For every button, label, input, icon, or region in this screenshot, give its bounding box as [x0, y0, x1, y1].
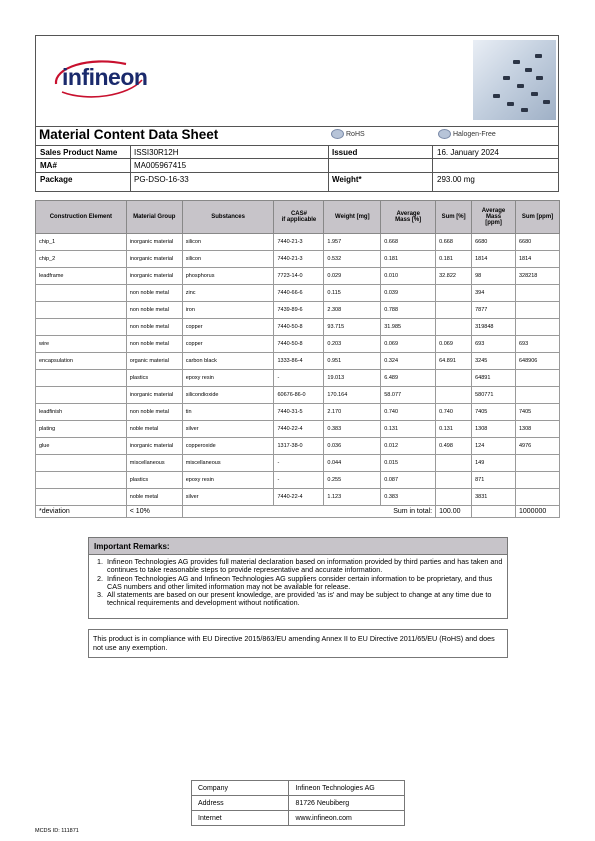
- logo-wordmark: infineon: [62, 64, 148, 90]
- table-cell: 0.069: [436, 336, 472, 353]
- table-cell: 93.715: [324, 319, 381, 336]
- table-cell: non noble metal: [126, 285, 182, 302]
- table-cell: [436, 455, 472, 472]
- remark-item: 3. All statements are based on our present knowledge, are provided 'as is' and may be subject to change at any time due to technical requirements and development without notification.: [105, 591, 507, 608]
- table-cell: 319848: [472, 319, 516, 336]
- table-cell: 7440-21-3: [274, 234, 324, 251]
- product-photo: [473, 40, 556, 120]
- table-cell: 58.077: [381, 387, 436, 404]
- table-row: [36, 421, 560, 438]
- table-cell: miscellaneous: [182, 455, 274, 472]
- table-row: [36, 353, 560, 370]
- table-cell: 64.891: [436, 353, 472, 370]
- table-cell: non noble metal: [126, 302, 182, 319]
- divider: [432, 145, 433, 192]
- table-cell: 0.010: [381, 268, 436, 285]
- table-cell: [36, 455, 127, 472]
- address-label: Address: [192, 796, 289, 811]
- table-cell: 0.087: [381, 472, 436, 489]
- table-cell: inorganic material: [126, 438, 182, 455]
- table-cell: 2.170: [324, 404, 381, 421]
- remark-item: 1. Infineon Technologies AG provides full material declaration based on information provided by third parties and has taken and continues to take reasonable steps to provide representative and accurate information.: [105, 558, 507, 575]
- table-cell: 0.181: [381, 251, 436, 268]
- table-cell: 0.131: [436, 421, 472, 438]
- table-cell: 7877: [472, 302, 516, 319]
- table-row: [36, 472, 560, 489]
- infineon-logo: [48, 58, 148, 102]
- page-title: Material Content Data Sheet: [39, 127, 219, 142]
- table-cell: 0.039: [381, 285, 436, 302]
- info-row-package: Package PG-DSO-16-33 Weight* 293.00 mg: [36, 172, 558, 186]
- table-cell: [516, 370, 560, 387]
- col-header: Average Mass [ppm]: [472, 201, 516, 234]
- table-cell: non noble metal: [126, 319, 182, 336]
- table-row: [36, 489, 560, 506]
- table-cell: 7440-66-6: [274, 285, 324, 302]
- table-cell: 0.036: [324, 438, 381, 455]
- table-header-row: [36, 201, 560, 234]
- table-cell: plating: [36, 421, 127, 438]
- company-table: [191, 780, 405, 826]
- table-cell: silicon: [182, 251, 274, 268]
- table-cell: 0.383: [324, 421, 381, 438]
- table-cell: 6680: [516, 234, 560, 251]
- table-cell: 1814: [472, 251, 516, 268]
- table-cell: glue: [36, 438, 127, 455]
- company-value: Infineon Technologies AG: [289, 781, 405, 796]
- info-row-product: Sales Product Name ISSI30R12H Issued 16. January 2024: [36, 145, 558, 159]
- table-cell: noble metal: [126, 489, 182, 506]
- table-cell: non noble metal: [126, 404, 182, 421]
- table-cell: 328218: [516, 268, 560, 285]
- table-cell: [36, 489, 127, 506]
- table-cell: 0.532: [324, 251, 381, 268]
- material-table: [35, 200, 560, 518]
- table-cell: 3245: [472, 353, 516, 370]
- table-cell: 6.489: [381, 370, 436, 387]
- address-value: 81726 Neubiberg: [289, 796, 405, 811]
- table-row: [36, 268, 560, 285]
- table-cell: carbon black: [182, 353, 274, 370]
- table-cell: [436, 285, 472, 302]
- mcds-id: MCDS ID: 111871: [35, 828, 79, 834]
- table-cell: 0.383: [381, 489, 436, 506]
- table-cell: [436, 387, 472, 404]
- col-header: CAS# if applicable: [274, 201, 324, 234]
- table-cell: [516, 489, 560, 506]
- info-row-ma: MA# MA005967415: [36, 158, 558, 172]
- table-cell: 0.788: [381, 302, 436, 319]
- table-cell: 19.013: [324, 370, 381, 387]
- table-cell: chip_1: [36, 234, 127, 251]
- table-cell: organic material: [126, 353, 182, 370]
- remarks-list: [89, 558, 507, 608]
- table-cell: 693: [472, 336, 516, 353]
- table-cell: 1333-86-4: [274, 353, 324, 370]
- table-cell: 0.498: [436, 438, 472, 455]
- table-cell: 871: [472, 472, 516, 489]
- table-cell: non noble metal: [126, 336, 182, 353]
- table-cell: 6680: [472, 234, 516, 251]
- table-cell: wire: [36, 336, 127, 353]
- table-cell: 0.668: [436, 234, 472, 251]
- table-cell: inorganic material: [126, 268, 182, 285]
- table-cell: silicondioxide: [182, 387, 274, 404]
- table-cell: phosphorus: [182, 268, 274, 285]
- sum-label: Sum in total:: [182, 506, 435, 518]
- table-cell: 0.203: [324, 336, 381, 353]
- table-cell: 0.324: [381, 353, 436, 370]
- table-cell: encapsulation: [36, 353, 127, 370]
- table-cell: 0.069: [381, 336, 436, 353]
- table-cell: 0.740: [436, 404, 472, 421]
- col-header: Sum [%]: [436, 201, 472, 234]
- table-cell: 60676-86-0: [274, 387, 324, 404]
- company-label: Company: [192, 781, 289, 796]
- table-cell: 580771: [472, 387, 516, 404]
- table-cell: 1308: [516, 421, 560, 438]
- table-cell: 7405: [472, 404, 516, 421]
- table-cell: 0.255: [324, 472, 381, 489]
- table-cell: [36, 472, 127, 489]
- table-cell: 7440-22-4: [274, 489, 324, 506]
- table-cell: 0.131: [381, 421, 436, 438]
- table-cell: 0.029: [324, 268, 381, 285]
- table-row: [36, 370, 560, 387]
- table-cell: 7440-31-5: [274, 404, 324, 421]
- internet-label: Internet: [192, 811, 289, 826]
- table-row: [36, 319, 560, 336]
- table-cell: 0.740: [381, 404, 436, 421]
- table-cell: leadframe: [36, 268, 127, 285]
- table-cell: copper: [182, 319, 274, 336]
- table-cell: 0.015: [381, 455, 436, 472]
- table-cell: 7723-14-0: [274, 268, 324, 285]
- table-cell: 2.308: [324, 302, 381, 319]
- table-cell: 170.164: [324, 387, 381, 404]
- table-cell: 0.044: [324, 455, 381, 472]
- remark-item: 2. Infineon Technologies AG and Infineon Technologies AG suppliers consider certain information to be proprietary, and thus CAS numbers and other limited information may not be available for release.: [105, 575, 507, 592]
- table-cell: silicon: [182, 234, 274, 251]
- table-cell: copper: [182, 336, 274, 353]
- table-cell: leadfinish: [36, 404, 127, 421]
- table-footer-row: [36, 506, 560, 518]
- table-cell: 0.951: [324, 353, 381, 370]
- table-cell: noble metal: [126, 421, 182, 438]
- deviation-value: < 10%: [126, 506, 182, 518]
- table-cell: 98: [472, 268, 516, 285]
- table-cell: 32.822: [436, 268, 472, 285]
- table-cell: iron: [182, 302, 274, 319]
- table-cell: -: [274, 370, 324, 387]
- table-cell: [516, 472, 560, 489]
- table-row: [36, 234, 560, 251]
- table-cell: [436, 489, 472, 506]
- table-cell: inorganic material: [126, 251, 182, 268]
- deviation-label: *deviation: [36, 506, 127, 518]
- table-cell: plastics: [126, 370, 182, 387]
- rohs-badge: RoHS: [331, 127, 365, 141]
- table-row: [36, 404, 560, 421]
- table-cell: 7440-22-4: [274, 421, 324, 438]
- table-cell: 3831: [472, 489, 516, 506]
- table-cell: silver: [182, 421, 274, 438]
- col-header: Average Mass [%]: [381, 201, 436, 234]
- col-header: Material Group: [126, 201, 182, 234]
- table-cell: 0.115: [324, 285, 381, 302]
- company-row: [192, 781, 405, 796]
- sum-percent: 100.00: [436, 506, 472, 518]
- table-cell: zinc: [182, 285, 274, 302]
- table-cell: 31.985: [381, 319, 436, 336]
- table-cell: -: [274, 455, 324, 472]
- table-cell: copperoxide: [182, 438, 274, 455]
- table-cell: 693: [516, 336, 560, 353]
- col-header: Substances: [182, 201, 274, 234]
- table-cell: [436, 319, 472, 336]
- table-cell: [36, 285, 127, 302]
- table-cell: miscellaneous: [126, 455, 182, 472]
- table-cell: [516, 285, 560, 302]
- table-row: [36, 302, 560, 319]
- table-cell: inorganic material: [126, 387, 182, 404]
- divider: [328, 145, 329, 192]
- table-cell: epoxy resin: [182, 370, 274, 387]
- sum-empty: [472, 506, 516, 518]
- divider: [130, 145, 131, 192]
- table-cell: 0.012: [381, 438, 436, 455]
- table-cell: 0.668: [381, 234, 436, 251]
- table-row: [36, 285, 560, 302]
- internet-row: [192, 811, 405, 826]
- table-row: [36, 251, 560, 268]
- col-header: Construction Element: [36, 201, 127, 234]
- table-cell: [436, 472, 472, 489]
- important-remarks: [88, 537, 508, 619]
- table-cell: [36, 387, 127, 404]
- table-cell: 648906: [516, 353, 560, 370]
- table-cell: 0.181: [436, 251, 472, 268]
- table-cell: 64891: [472, 370, 516, 387]
- table-row: [36, 438, 560, 455]
- table-cell: 7439-89-6: [274, 302, 324, 319]
- table-cell: plastics: [126, 472, 182, 489]
- table-cell: [516, 387, 560, 404]
- table-cell: silver: [182, 489, 274, 506]
- table-cell: 7405: [516, 404, 560, 421]
- internet-link[interactable]: www.infineon.com: [289, 811, 405, 826]
- table-cell: epoxy resin: [182, 472, 274, 489]
- table-cell: [516, 319, 560, 336]
- address-row: [192, 796, 405, 811]
- halogen-free-badge: Halogen-Free: [438, 127, 496, 141]
- table-cell: [436, 302, 472, 319]
- table-cell: -: [274, 472, 324, 489]
- table-cell: [516, 302, 560, 319]
- remarks-title: Important Remarks:: [89, 538, 507, 555]
- table-cell: [36, 302, 127, 319]
- table-cell: 7440-50-8: [274, 319, 324, 336]
- table-cell: chip_2: [36, 251, 127, 268]
- table-row: [36, 336, 560, 353]
- table-cell: 7440-50-8: [274, 336, 324, 353]
- sum-ppm: 1000000: [516, 506, 560, 518]
- table-cell: [36, 370, 127, 387]
- table-cell: [516, 455, 560, 472]
- table-row: [36, 387, 560, 404]
- table-cell: [436, 370, 472, 387]
- col-header: Weight [mg]: [324, 201, 381, 234]
- halogen-free-icon: [438, 129, 451, 139]
- table-row: [36, 455, 560, 472]
- table-cell: 1317-38-0: [274, 438, 324, 455]
- table-cell: [36, 319, 127, 336]
- table-cell: 1814: [516, 251, 560, 268]
- table-cell: tin: [182, 404, 274, 421]
- rohs-icon: [331, 129, 344, 139]
- table-cell: 1.123: [324, 489, 381, 506]
- table-cell: 4976: [516, 438, 560, 455]
- table-cell: 1308: [472, 421, 516, 438]
- rohs-statement: This product is in compliance with EU Directive 2015/863/EU amending Annex II to EU Directive 2011/65/EU (RoHS) and does not use any exemption.: [88, 629, 508, 658]
- table-cell: 394: [472, 285, 516, 302]
- table-cell: 1.957: [324, 234, 381, 251]
- table-cell: 124: [472, 438, 516, 455]
- table-cell: inorganic material: [126, 234, 182, 251]
- table-cell: 149: [472, 455, 516, 472]
- table-cell: 7440-21-3: [274, 251, 324, 268]
- col-header: Sum [ppm]: [516, 201, 560, 234]
